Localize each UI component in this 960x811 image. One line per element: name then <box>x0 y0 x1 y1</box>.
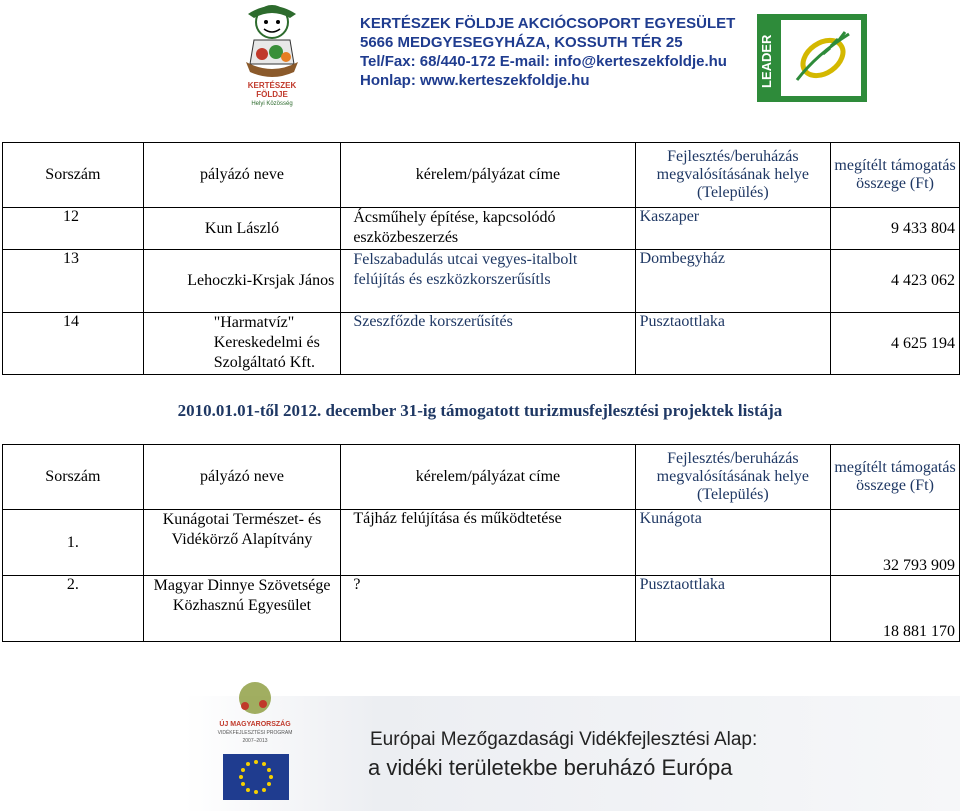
org-contact: Tel/Fax: 68/440-172 E-mail: info@kerteszekfoldje.hu <box>360 53 727 70</box>
eu-funding-banner <box>185 676 960 811</box>
svg-text:ÚJ MAGYARORSZÁG: ÚJ MAGYARORSZÁG <box>219 721 291 728</box>
svg-text:VIDÉKFEJLESZTÉSI PROGRAM: VIDÉKFEJLESZTÉSI PROGRAM <box>217 730 293 736</box>
svg-text:FÖLDJE: FÖLDJE <box>256 90 288 99</box>
project-title: Szeszfőzde korszerűsítés <box>341 313 635 375</box>
section-heading: 2010.01.01-től 2012. december 31-ig támogatott turizmusfejlesztési projektek listája <box>177 401 783 420</box>
svg-text:LEADER: LEADER <box>759 34 774 88</box>
table-row <box>3 250 960 313</box>
kerteszek-foldje-logo <box>228 2 316 108</box>
project-place: Pusztaottlaka <box>635 313 830 375</box>
applicant-name: Magyar Dinnye Szövetsége Közhasznú Egyesület <box>143 576 341 642</box>
support-amount: 9 433 804 <box>831 208 960 250</box>
org-info <box>360 14 735 90</box>
table-header-row <box>3 445 960 510</box>
row-num: 12 <box>3 208 144 250</box>
applicant-name: Kun László <box>143 208 341 250</box>
col-header-hely: Fejlesztés/beruházás megvalósításának helye (Település) <box>635 143 830 208</box>
table-row <box>3 510 960 576</box>
svg-text:Európai Mezőgazdasági Vidékfej: Európai Mezőgazdasági Vidékfejlesztési Alap: <box>370 729 758 750</box>
page-header <box>0 0 960 120</box>
col-header-palyazo: pályázó neve <box>143 445 341 510</box>
org-website[interactable]: Honlap: www.kerteszekfoldje.hu <box>360 72 590 89</box>
row-num: 1. <box>3 510 144 576</box>
project-title: Tájház felújítása és működtetése <box>341 510 635 576</box>
col-header-osszeg: megítélt támogatás összege (Ft) <box>831 445 960 510</box>
support-amount: 18 881 170 <box>831 576 960 642</box>
eu-flag-icon <box>223 754 289 800</box>
support-amount: 4 625 194 <box>831 313 960 375</box>
table-row <box>3 208 960 250</box>
project-title: ? <box>341 576 635 642</box>
projects-table-2 <box>2 444 960 642</box>
svg-text:KERTÉSZEK: KERTÉSZEK <box>247 81 297 90</box>
project-place: Dombegyház <box>635 250 830 313</box>
org-name: KERTÉSZEK FÖLDJE AKCIÓCSOPORT EGYESÜLET <box>360 15 736 32</box>
svg-text:a vidéki területekbe beruházó: a vidéki területekbe beruházó Európa <box>368 755 733 780</box>
projects-table-1 <box>2 142 960 375</box>
project-place: Pusztaottlaka <box>635 576 830 642</box>
table-row <box>3 576 960 642</box>
col-header-osszeg: megítélt támogatás összege (Ft) <box>831 143 960 208</box>
row-num: 2. <box>3 576 144 642</box>
table-row <box>3 313 960 375</box>
svg-text:Helyi Közösség: Helyi Közösség <box>251 101 293 107</box>
col-header-sorszam: Sorszám <box>3 445 144 510</box>
table-header-row <box>3 143 960 208</box>
col-header-sorszam: Sorszám <box>3 143 144 208</box>
project-title: Felszabadulás utcai vegyes-italbolt felújítás és eszközkorszerűsítls <box>341 250 635 313</box>
row-num: 13 <box>3 250 144 313</box>
applicant-name: "Harmatvíz" Kereskedelmi és Szolgáltató Kft. <box>143 313 341 375</box>
svg-text:2007–2013: 2007–2013 <box>242 738 268 744</box>
org-address: 5666 MEDGYESEGYHÁZA, KOSSUTH TÉR 25 <box>360 34 683 51</box>
project-place: Kunágota <box>635 510 830 576</box>
row-num: 14 <box>3 313 144 375</box>
support-amount: 32 793 909 <box>831 510 960 576</box>
applicant-name: Kunágotai Természet- és Vidékörző Alapítvány <box>143 510 341 576</box>
col-header-hely: Fejlesztés/beruházás megvalósításának helye (Település) <box>635 445 830 510</box>
leader-logo <box>757 14 867 102</box>
col-header-cim: kérelem/pályázat címe <box>341 445 635 510</box>
col-header-cim: kérelem/pályázat címe <box>341 143 635 208</box>
project-title: Ácsműhely építése, kapcsolódó eszközbeszerzés <box>341 208 635 250</box>
applicant-name: Lehoczki-Krsjak János <box>143 250 341 313</box>
col-header-palyazo: pályázó neve <box>143 143 341 208</box>
support-amount: 4 423 062 <box>831 250 960 313</box>
project-place: Kaszaper <box>635 208 830 250</box>
